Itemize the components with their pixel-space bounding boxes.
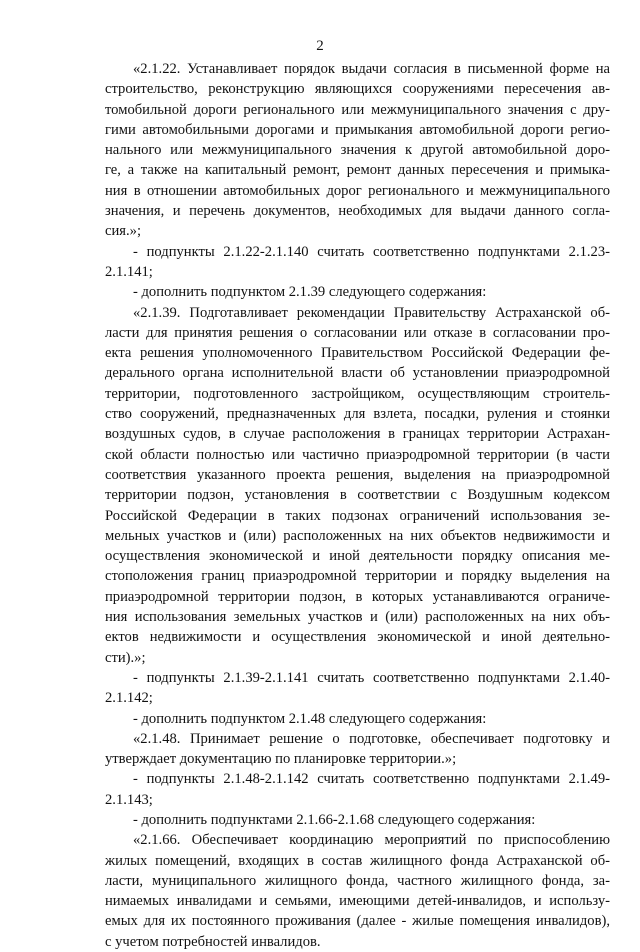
text-line: - подпункты 2.1.39-2.1.141 считать соответственно подпунктами 2.1.40- [133, 669, 610, 686]
text-line: территории подзон, установления в соответствии с Воздушным кодексом [105, 487, 610, 504]
text-line: 2.1.143; [105, 791, 153, 808]
text-line: приаэродромной территории подзон, в которых устанавливаются ограниче- [105, 588, 610, 605]
text-line: строительство, реконструкцию являющихся сооружениями пересечения ав- [105, 81, 610, 98]
text-line: - дополнить подпунктом 2.1.48 следующего содержания: [133, 710, 487, 727]
text-line: 2.1.141; [105, 263, 153, 280]
text-line: дерального органа исполнительной власти об установлении приаэродромной [105, 365, 610, 382]
text-line: томобильной дороги регионального или межмуниципального значения с дру- [105, 101, 610, 118]
text-line: емых для их постоянного проживания (далее - жилые помещения инвалидов), [105, 913, 610, 930]
text-line: сия.»; [105, 223, 141, 240]
text-line: екта решения уполномоченного Правительством Российской Федерации фе- [105, 345, 610, 362]
text-line: жилых помещений, входящих в состав жилищного фонда Астраханской об- [105, 852, 610, 869]
text-line: «2.1.22. Устанавливает порядок выдачи согласия в письменной форме на [133, 61, 610, 77]
text-line: мельных участков и (или) расположенных на них объектов недвижимости и [105, 527, 610, 544]
text-line: гими автомобильными дорогами и примыкания автомобильной дороги регио- [105, 121, 610, 138]
text-line: утверждает документацию по планировке территории.»; [105, 751, 457, 768]
text-line: ния в отношении автомобильных дорог регионального и межмуниципального [105, 182, 610, 199]
text-line: «2.1.66. Обеспечивает координацию мероприятий по приспособлению [133, 832, 610, 849]
text-line: территории, подготовленного застройщиком, осуществляющим строитель- [105, 385, 610, 402]
text-line: 2.1.142; [105, 690, 153, 707]
text-line: ласти для принятия решения о согласовании или отказе в согласовании про- [105, 324, 610, 341]
text-line: ской области полностью или частично приаэродромной территории (в части [105, 446, 610, 463]
text-line: - дополнить подпунктами 2.1.66-2.1.68 следующего содержания: [133, 811, 536, 828]
text-line: нального или межмуниципального значения к другой автомобильной доро- [105, 142, 610, 159]
text-line: «2.1.48. Принимает решение о подготовке, обеспечивает подготовку и [133, 730, 610, 747]
text-line: нимаемых инвалидами и семьями, имеющими детей-инвалидов, и использу- [105, 893, 610, 910]
text-line: значения, и перечень документов, необходимых для выдачи данного согла- [105, 203, 610, 220]
text-line: с учетом потребностей инвалидов. [105, 933, 321, 950]
text-line: ге, а также на капитальный ремонт, ремонт данных пересечения и примыка- [105, 162, 610, 179]
text-line: Российской Федерации в таких подзонах ограничений использования зе- [105, 507, 610, 524]
text-line: ектов недвижимости и осуществления экономической и иной деятельно- [105, 629, 610, 646]
text-line: ство сооружений, предназначенных для взлета, посадки, руления и стоянки [105, 406, 610, 423]
text-line: ласти, муниципального жилищного фонда, частного жилищного фонда, за- [105, 872, 610, 889]
document-body [105, 59, 610, 952]
text-line: воздушных судов, в случае расположения в границах территории Астрахан- [105, 426, 610, 443]
text-line: - подпункты 2.1.22-2.1.140 считать соответственно подпунктами 2.1.23- [133, 243, 610, 260]
text-line: «2.1.39. Подготавливает рекомендации Правительству Астраханской об- [133, 304, 610, 321]
text-line: - подпункты 2.1.48-2.1.142 считать соответственно подпунктами 2.1.49- [133, 771, 610, 788]
page-number: 2 [316, 38, 324, 54]
text-line: стоположения границ приаэродромной территории и порядку выделения на [105, 568, 610, 585]
text-line: соответствия указанного проекта решения, выделения на приаэродромной [105, 466, 610, 483]
text-line: ния использования земельных участков и (или) расположенных на них объ- [105, 609, 610, 626]
text-line: сти).»; [105, 649, 146, 666]
text-line: осуществления экономической и иной деятельности порядку описания ме- [105, 548, 610, 565]
text-line: - дополнить подпунктом 2.1.39 следующего содержания: [133, 284, 487, 301]
